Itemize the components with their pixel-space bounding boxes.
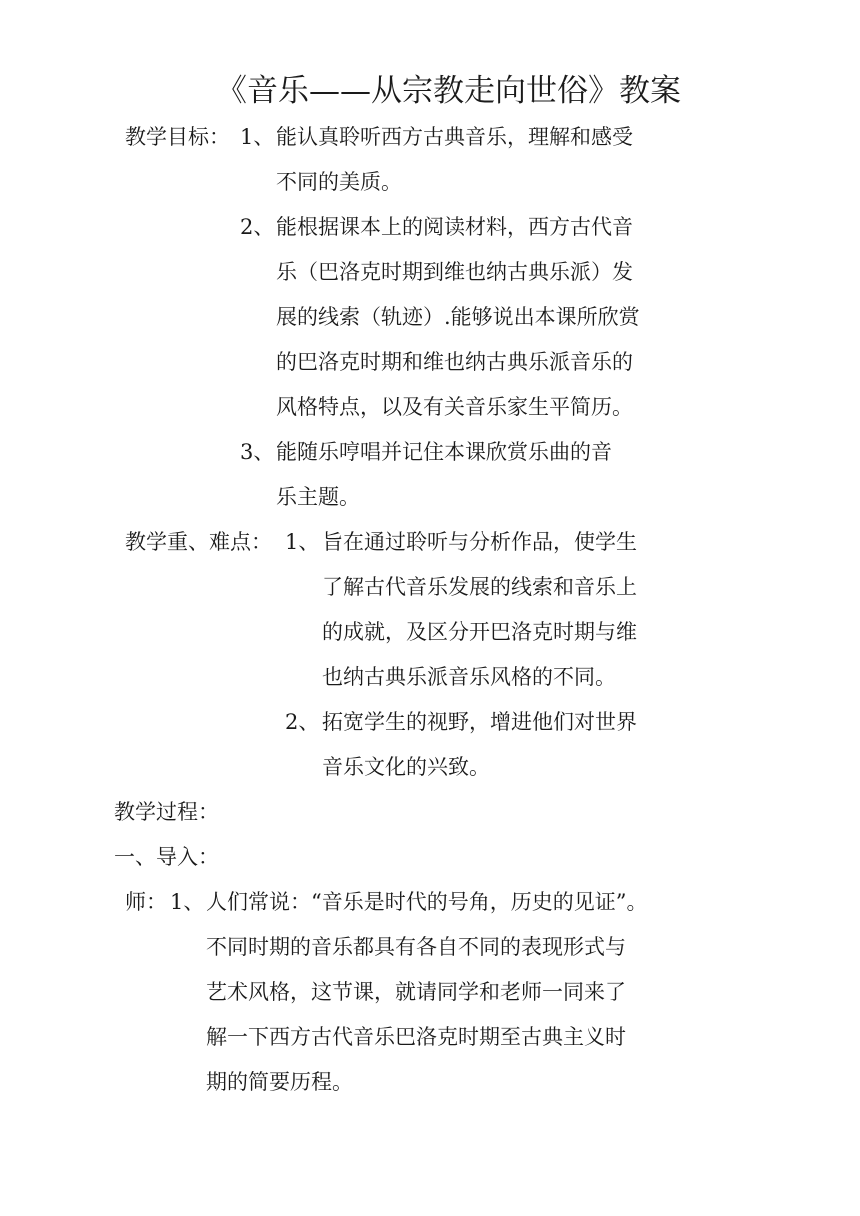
objective-2-line: 能根据课本上的阅读材料，西方古代音: [276, 215, 633, 239]
keypoint-2-number: 2、: [285, 710, 320, 734]
keypoint-2-line: 拓宽学生的视野，增进他们对世界: [322, 710, 637, 734]
keypoint-2-line: 音乐文化的兴致。: [322, 755, 490, 779]
keypoint-1-number: 1、: [285, 530, 320, 554]
keypoint-1-line: 也纳古典乐派音乐风格的不同。: [322, 665, 616, 689]
section-1-line: 人们常说：“音乐是时代的号角，历史的见证”。: [206, 890, 648, 914]
objective-2-line: 风格特点，以及有关音乐家生平简历。: [276, 395, 633, 419]
objective-3-line: 能随乐哼唱并记住本课欣赏乐曲的音: [276, 440, 612, 464]
section-1-line: 不同时期的音乐都具有各自不同的表现形式与: [206, 935, 626, 959]
objective-2-number: 2、: [240, 215, 275, 239]
process-label: 教学过程：: [114, 800, 219, 824]
section-1-number: 1、: [170, 890, 205, 914]
keypoint-1-line: 了解古代音乐发展的线索和音乐上: [322, 575, 637, 599]
objective-2-line: 展的线索（轨迹）.能够说出本课所欣赏: [276, 305, 640, 329]
objective-1-number: 1、: [240, 125, 275, 149]
document-title: 《音乐——从宗教走向世俗》教案: [216, 73, 681, 109]
section-1-heading: 一、导入：: [114, 845, 219, 869]
section-1-line: 艺术风格，这节课，就请同学和老师一同来了: [206, 980, 626, 1004]
keypoint-1-line: 的成就，及区分开巴洛克时期与维: [322, 620, 637, 644]
objective-3-line: 乐主题。: [276, 485, 360, 509]
speaker-label: 师：: [125, 890, 167, 914]
keypoint-1-line: 旨在通过聆听与分析作品，使学生: [322, 530, 637, 554]
objective-2-line: 的巴洛克时期和维也纳古典乐派音乐的: [276, 350, 633, 374]
section-1-line: 期的简要历程。: [206, 1070, 353, 1094]
section-1-line: 解一下西方古代音乐巴洛克时期至古典主义时: [206, 1025, 626, 1049]
objectives-label: 教学目标：: [125, 125, 230, 149]
objective-3-number: 3、: [240, 440, 275, 464]
objective-1-line: 不同的美质。: [276, 170, 402, 194]
objective-2-line: 乐（巴洛克时期到维也纳古典乐派）发: [276, 260, 633, 284]
objective-1-line: 能认真聆听西方古典音乐，理解和感受: [276, 125, 633, 149]
keypoints-label: 教学重、难点：: [125, 530, 272, 554]
